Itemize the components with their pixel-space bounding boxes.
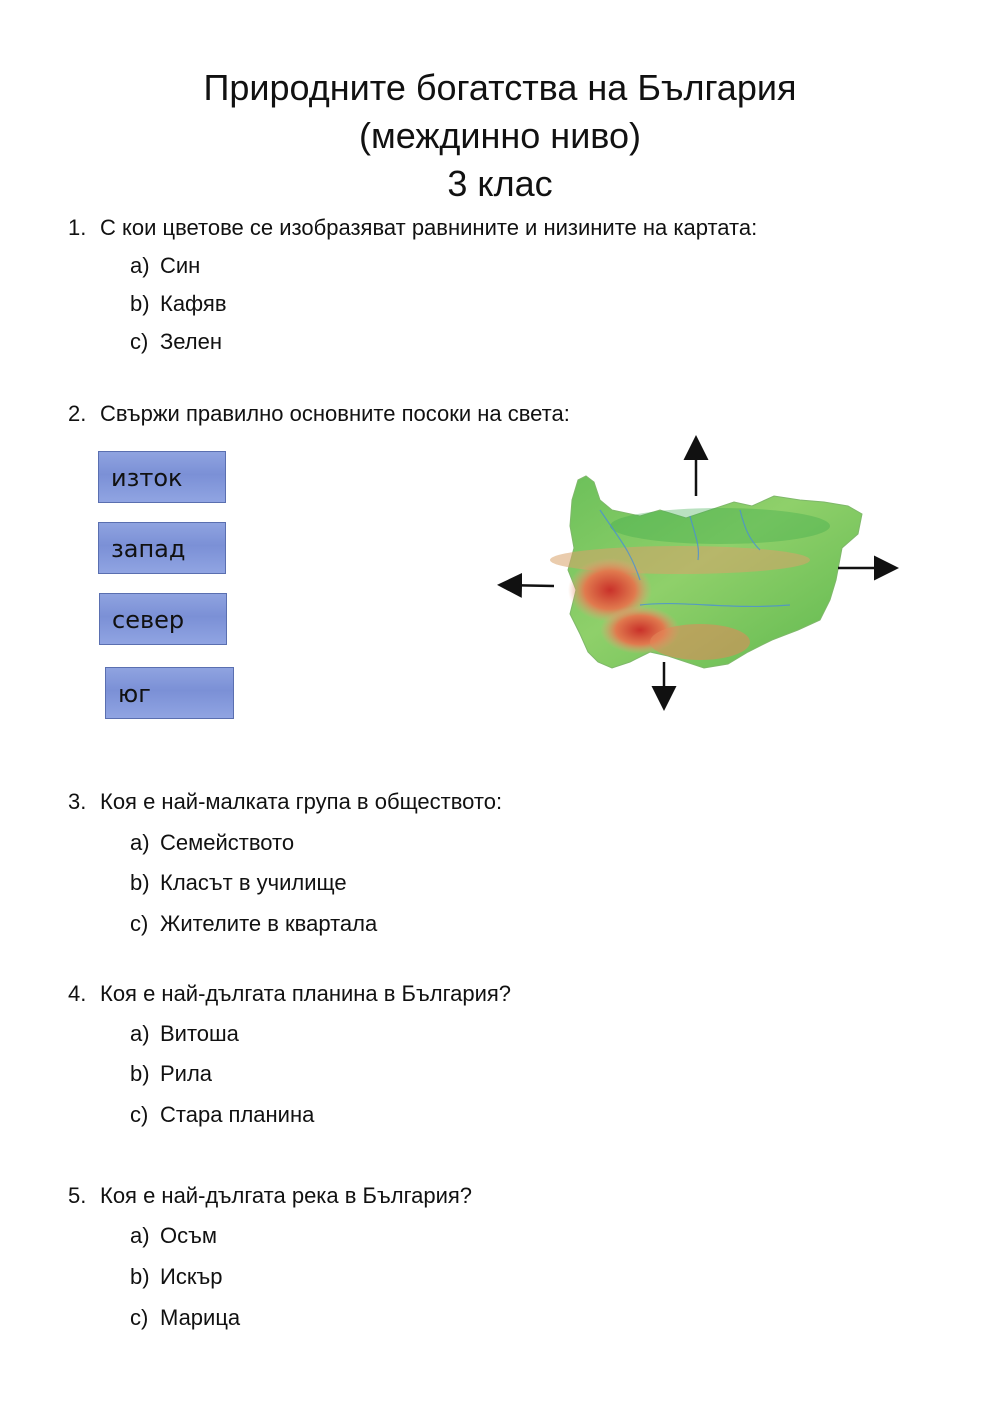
west-arrow-icon: [502, 585, 554, 586]
direction-box-west[interactable]: запад: [98, 522, 226, 574]
question-number: 2.: [68, 401, 87, 426]
question-1: [68, 214, 757, 242]
q4-option-b[interactable]: [130, 1060, 212, 1088]
direction-box-east[interactable]: изток: [98, 451, 226, 503]
bulgaria-map-icon: [490, 430, 910, 720]
option-text: Витоша: [160, 1021, 239, 1046]
option-text: Осъм: [160, 1223, 217, 1248]
q5-option-a[interactable]: [130, 1222, 217, 1250]
worksheet-title: [0, 64, 1000, 208]
question-2: [68, 400, 570, 428]
q4-option-c[interactable]: [130, 1101, 314, 1129]
option-text: Жителите в квартала: [160, 911, 378, 936]
option-text: Искър: [160, 1264, 223, 1289]
page-subtitle: (междинно ниво): [358, 115, 642, 156]
option-letter: b): [130, 1061, 150, 1086]
option-letter: a): [130, 253, 150, 278]
option-letter: a): [130, 1223, 150, 1248]
page-title: Природните богатства на България: [203, 67, 797, 108]
option-letter: a): [130, 1021, 150, 1046]
q1-option-a[interactable]: [130, 252, 200, 280]
option-text: Зелен: [160, 329, 223, 354]
q4-option-a[interactable]: [130, 1020, 239, 1048]
question-text: Коя е най-дългата река в България?: [100, 1183, 473, 1208]
q5-option-b[interactable]: [130, 1263, 222, 1291]
option-letter: b): [130, 870, 150, 895]
question-text: С кои цветове се изобразяват равнините и низините на картата:: [100, 215, 758, 240]
option-letter: c): [130, 329, 149, 354]
question-4: [68, 980, 511, 1008]
direction-box-north[interactable]: север: [99, 593, 227, 645]
question-number: 5.: [68, 1183, 87, 1208]
option-text: Рила: [160, 1061, 213, 1086]
q5-option-c[interactable]: [130, 1304, 240, 1332]
grade-label: 3 клас: [447, 163, 553, 204]
q1-option-b[interactable]: [130, 290, 227, 318]
option-text: Син: [160, 253, 201, 278]
danube-plain-area: [610, 508, 830, 544]
question-3: [68, 788, 502, 816]
option-letter: b): [130, 291, 150, 316]
direction-box-south[interactable]: юг: [105, 667, 234, 719]
q1-option-c[interactable]: [130, 328, 222, 356]
option-text: Семейството: [160, 830, 295, 855]
option-text: Стара планина: [160, 1102, 315, 1127]
question-text: Коя е най-малката група в обществото:: [100, 789, 503, 814]
option-letter: a): [130, 830, 150, 855]
q3-option-c[interactable]: [130, 910, 377, 938]
question-5: [68, 1182, 472, 1210]
option-letter: b): [130, 1264, 150, 1289]
question-number: 3.: [68, 789, 87, 814]
option-letter: c): [130, 1102, 149, 1127]
q3-option-a[interactable]: [130, 829, 294, 857]
option-letter: c): [130, 911, 149, 936]
option-text: Кафяв: [160, 291, 227, 316]
option-text: Класът в училище: [160, 870, 347, 895]
option-text: Марица: [160, 1305, 241, 1330]
question-text: Свържи правилно основните посоки на света:: [100, 401, 570, 426]
q3-option-b[interactable]: [130, 869, 347, 897]
question-number: 1.: [68, 215, 87, 240]
option-letter: c): [130, 1305, 149, 1330]
question-number: 4.: [68, 981, 87, 1006]
rhodopes-area: [650, 624, 750, 660]
question-text: Коя е най-дългата планина в България?: [100, 981, 512, 1006]
